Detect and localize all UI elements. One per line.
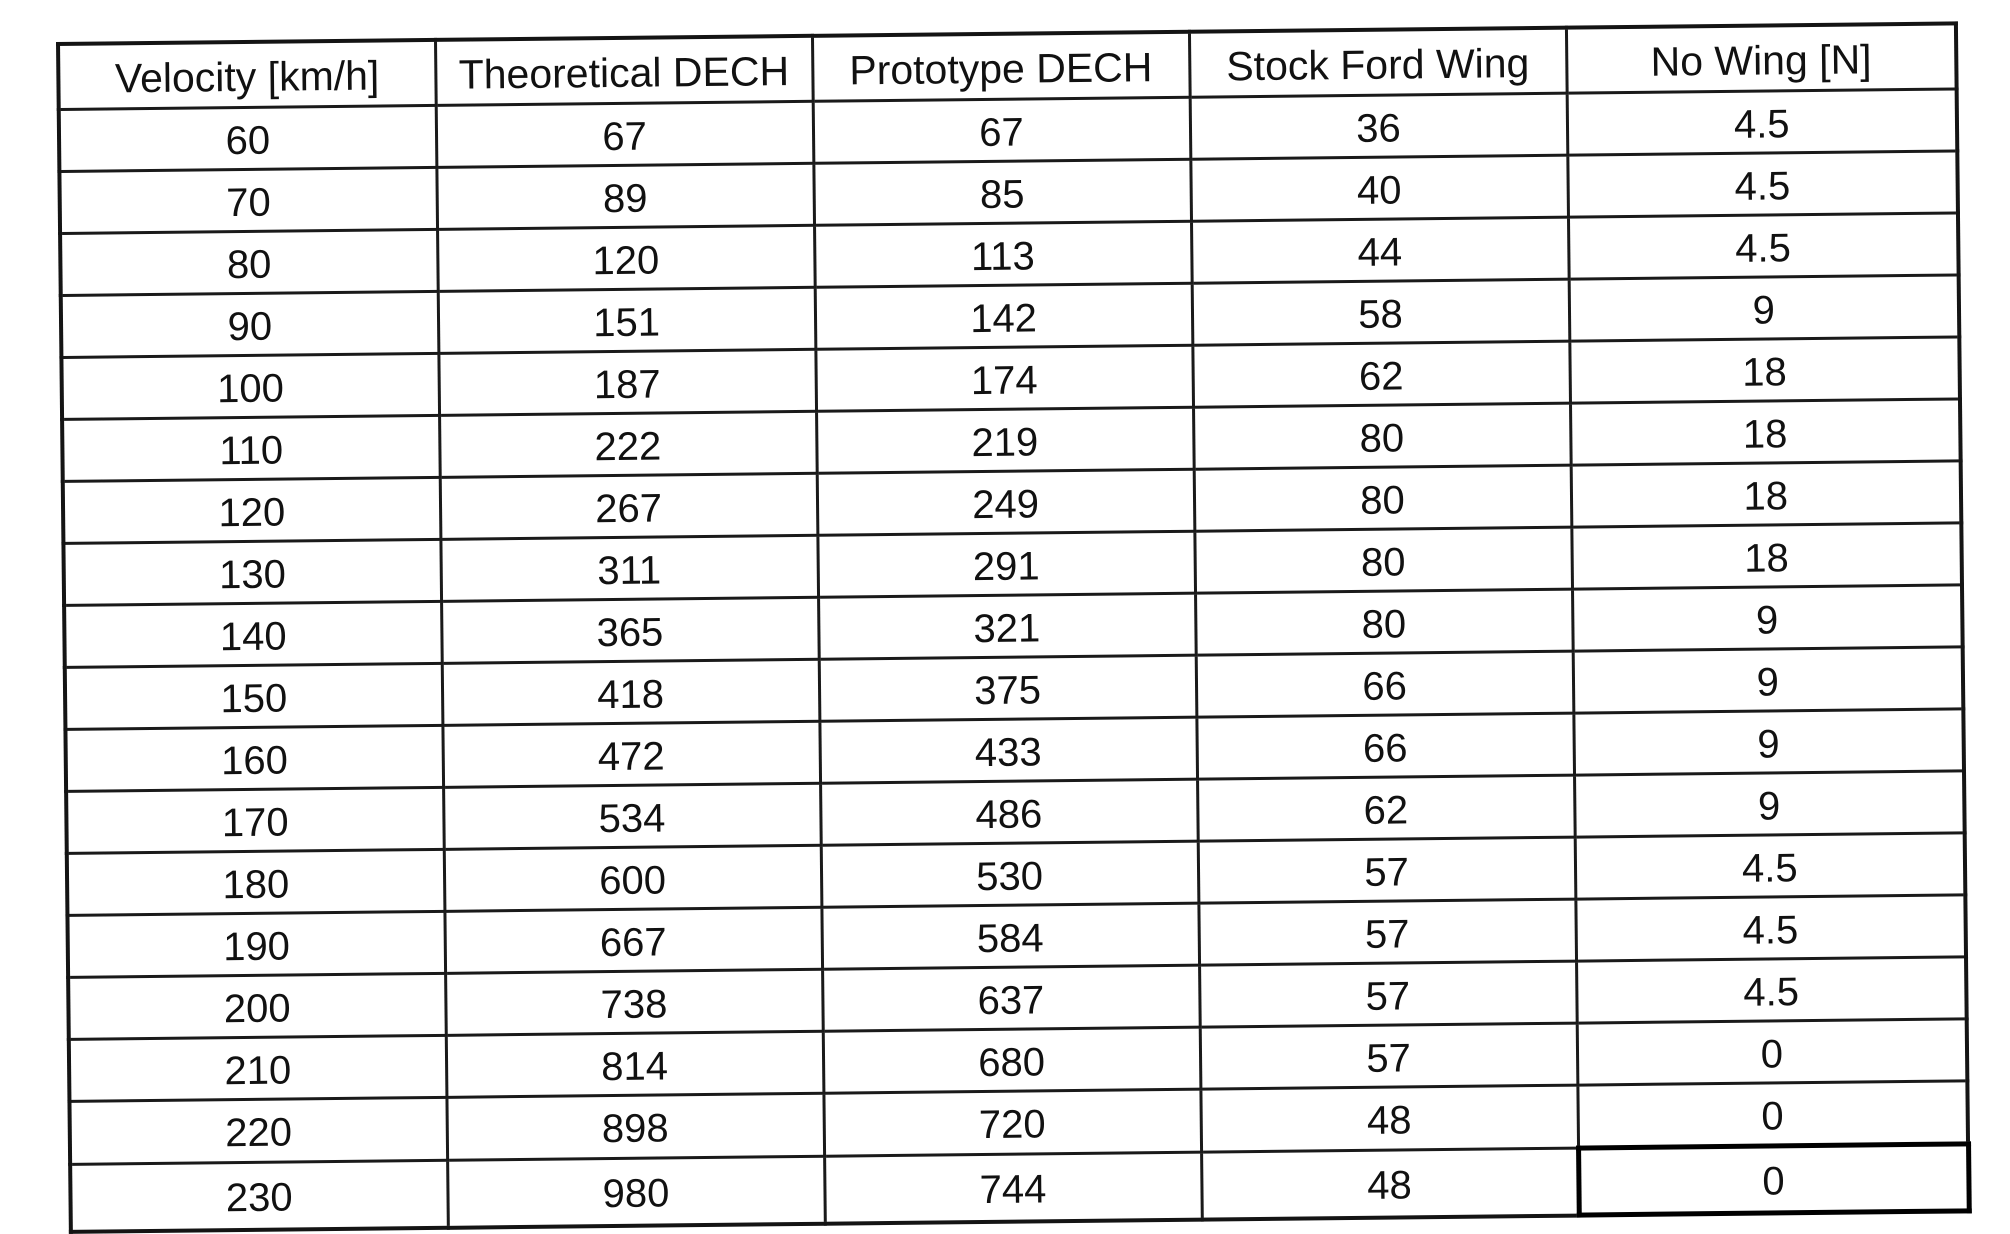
- cell-velocity: 120: [63, 477, 441, 543]
- cell-theoretical-dech: 472: [442, 721, 820, 787]
- cell-prototype-dech: 720: [823, 1089, 1201, 1156]
- cell-prototype-dech: 174: [815, 345, 1193, 411]
- cell-stock-ford-wing: 36: [1190, 93, 1568, 159]
- cell-no-wing: 9: [1569, 275, 1960, 341]
- cell-stock-ford-wing: 58: [1192, 279, 1570, 345]
- cell-stock-ford-wing: 62: [1197, 775, 1575, 841]
- cell-stock-ford-wing: 48: [1201, 1148, 1579, 1219]
- cell-no-wing: 9: [1573, 647, 1964, 713]
- cell-velocity: 220: [69, 1097, 447, 1164]
- cell-theoretical-dech: 418: [442, 659, 820, 725]
- cell-theoretical-dech: 151: [438, 287, 816, 353]
- cell-stock-ford-wing: 62: [1192, 341, 1570, 407]
- cell-theoretical-dech: 120: [437, 225, 815, 291]
- cell-stock-ford-wing: 80: [1194, 465, 1572, 531]
- cell-theoretical-dech: 600: [444, 845, 822, 911]
- cell-prototype-dech: 291: [817, 531, 1195, 597]
- cell-theoretical-dech: 738: [445, 969, 823, 1035]
- cell-velocity: 80: [60, 229, 438, 295]
- cell-velocity: 170: [66, 787, 444, 853]
- cell-theoretical-dech: 667: [444, 907, 822, 973]
- cell-theoretical-dech: 980: [447, 1156, 825, 1227]
- cell-prototype-dech: 321: [818, 593, 1196, 659]
- cell-no-wing: 9: [1572, 585, 1963, 651]
- cell-prototype-dech: 530: [821, 841, 1199, 907]
- cell-velocity: 150: [65, 663, 443, 729]
- cell-theoretical-dech: 365: [441, 597, 819, 663]
- cell-stock-ford-wing: 57: [1198, 837, 1576, 903]
- cell-velocity: 160: [65, 725, 443, 791]
- cell-velocity: 130: [63, 539, 441, 605]
- cell-prototype-dech: 486: [820, 779, 1198, 845]
- cell-theoretical-dech: 267: [440, 473, 818, 539]
- cell-stock-ford-wing: 44: [1191, 217, 1569, 283]
- cell-velocity: 190: [67, 911, 445, 977]
- cell-velocity: 140: [64, 601, 442, 667]
- cell-prototype-dech: 142: [815, 283, 1193, 349]
- cell-stock-ford-wing: 66: [1196, 713, 1574, 779]
- cell-no-wing: 4.5: [1567, 151, 1958, 217]
- cell-no-wing: 18: [1571, 461, 1962, 527]
- cell-no-wing: 4.5: [1576, 957, 1967, 1023]
- header-no-wing: No Wing [N]: [1566, 23, 1957, 93]
- cell-prototype-dech: 85: [813, 159, 1191, 225]
- cell-prototype-dech: 637: [822, 965, 1200, 1031]
- cell-velocity: 210: [69, 1035, 447, 1101]
- cell-prototype-dech: 680: [823, 1027, 1201, 1093]
- cell-velocity: 90: [61, 291, 439, 357]
- cell-theoretical-dech: 67: [436, 101, 814, 167]
- header-stock-ford-wing: Stock Ford Wing: [1189, 28, 1567, 98]
- cell-prototype-dech: 219: [816, 407, 1194, 473]
- table-body: [59, 89, 1969, 1231]
- header-velocity: Velocity [km/h]: [58, 40, 436, 110]
- cell-prototype-dech: 67: [813, 97, 1191, 163]
- cell-stock-ford-wing: 40: [1190, 155, 1568, 221]
- header-prototype-dech: Prototype DECH: [812, 32, 1190, 102]
- cell-theoretical-dech: 222: [439, 411, 817, 477]
- cell-velocity: 180: [67, 849, 445, 915]
- cell-velocity: 200: [68, 973, 446, 1039]
- downforce-table: [56, 21, 1971, 1234]
- cell-no-wing: 9: [1573, 709, 1964, 775]
- cell-no-wing: 4.5: [1567, 89, 1958, 155]
- cell-theoretical-dech: 534: [443, 783, 821, 849]
- cell-stock-ford-wing: 80: [1193, 403, 1571, 469]
- cell-prototype-dech: 249: [817, 469, 1195, 535]
- cell-no-wing: 0: [1578, 1144, 1969, 1215]
- cell-theoretical-dech: 311: [440, 535, 818, 601]
- cell-no-wing: 4.5: [1575, 895, 1966, 961]
- cell-prototype-dech: 113: [814, 221, 1192, 287]
- cell-no-wing: 4.5: [1568, 213, 1959, 279]
- cell-stock-ford-wing: 80: [1194, 527, 1572, 593]
- cell-velocity: 70: [59, 167, 437, 233]
- cell-stock-ford-wing: 57: [1198, 899, 1576, 965]
- cell-theoretical-dech: 814: [446, 1031, 824, 1097]
- cell-stock-ford-wing: 66: [1196, 651, 1574, 717]
- cell-theoretical-dech: 187: [438, 349, 816, 415]
- cell-prototype-dech: 433: [819, 717, 1197, 783]
- cell-stock-ford-wing: 57: [1199, 961, 1577, 1027]
- cell-velocity: 100: [61, 353, 439, 419]
- cell-prototype-dech: 584: [821, 903, 1199, 969]
- header-theoretical-dech: Theoretical DECH: [435, 36, 813, 106]
- cell-theoretical-dech: 898: [446, 1093, 824, 1160]
- cell-stock-ford-wing: 80: [1195, 589, 1573, 655]
- cell-no-wing: 0: [1577, 1081, 1968, 1148]
- cell-prototype-dech: 375: [819, 655, 1197, 721]
- cell-velocity: 230: [70, 1160, 448, 1231]
- cell-no-wing: 18: [1569, 337, 1960, 403]
- cell-no-wing: 18: [1571, 523, 1962, 589]
- cell-no-wing: 18: [1570, 399, 1961, 465]
- cell-no-wing: 9: [1574, 771, 1965, 837]
- cell-theoretical-dech: 89: [436, 163, 814, 229]
- cell-no-wing: 4.5: [1575, 833, 1966, 899]
- cell-stock-ford-wing: 57: [1200, 1023, 1578, 1089]
- cell-no-wing: 0: [1577, 1019, 1968, 1085]
- cell-velocity: 60: [59, 105, 437, 171]
- cell-prototype-dech: 744: [824, 1152, 1202, 1223]
- cell-velocity: 110: [62, 415, 440, 481]
- cell-stock-ford-wing: 48: [1200, 1085, 1578, 1152]
